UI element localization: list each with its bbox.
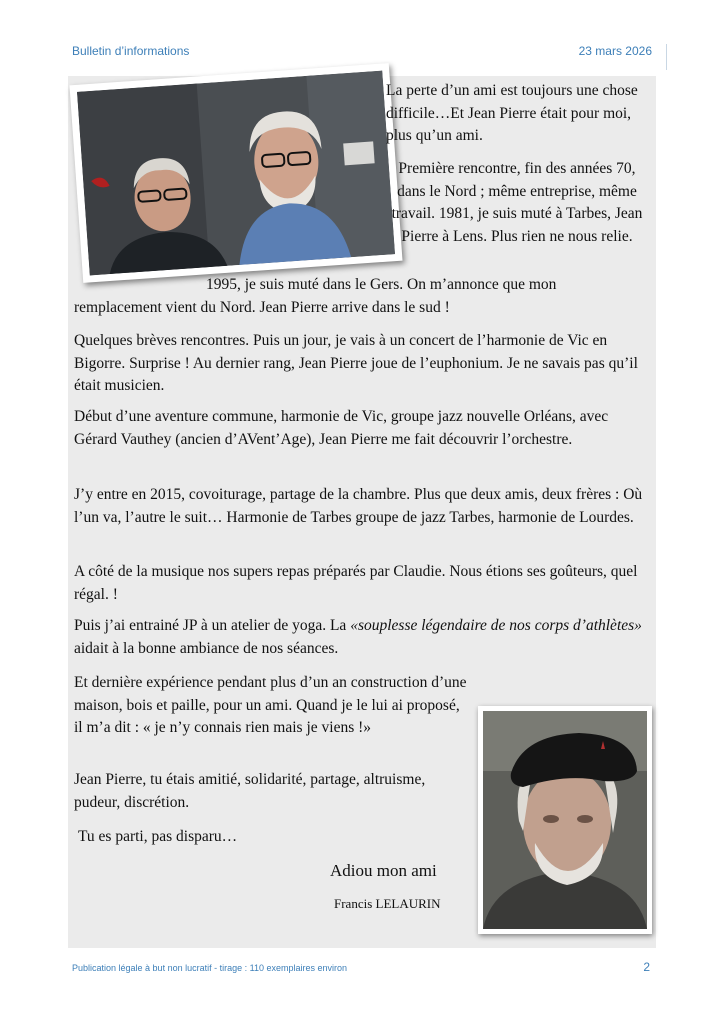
paragraph-adventure: Début d’une aventure commune, harmonie de Vic, groupe jazz nouvelle Orléans, avec Gérard Vauthey (ancien d’AVent’Age), Jean Pierre me fait découvrir l’orchestre. xyxy=(74,408,609,448)
paragraph-tribute: Jean Pierre, tu étais amitié, solidarité, partage, altruisme, pudeur, discrétion. xyxy=(74,771,426,811)
yoga-quote: «souplesse légendaire de nos corps d’athlètes» xyxy=(350,617,642,634)
author-signature: Francis LELAURIN xyxy=(334,896,441,911)
paragraph-first-meeting: Première rencontre, fin des années 70, dans le Nord ; même entreprise, même travail. 1981, je suis muté à Tarbes, Jean Pierre à Lens. Plus rien ne nous relie. xyxy=(391,160,643,245)
photo-two-friends xyxy=(69,63,402,283)
paragraph-house: Et dernière expérience pendant plus d’un an construction d’une maison, bois et paille, pour un ami. Quand je le lui ai proposé, il m’a dit : « je n’y connais rien mais je viens !» xyxy=(74,674,467,736)
paragraph-1995: 1995, je suis muté dans le Gers. On m’annonce que mon remplacement vient du Nord. Jean Pierre arrive dans le sud ! xyxy=(74,276,557,316)
photo-two-friends-image xyxy=(77,71,395,276)
paragraph-concert: Quelques brèves rencontres. Puis un jour, je vais à un concert de l’harmonie de Vic en Bigorre. Surprise ! Au dernier rang, Jean Pierre joue de l’euphonium. Je ne savais pas qu’il était musicien. xyxy=(74,332,638,394)
page-number: 2 xyxy=(643,960,650,974)
paragraph-2015: J’y entre en 2015, covoiturage, partage de la chambre. Plus que deux amis, deux frères : Où l’un va, l’autre le suit… Harmonie de Tarbes groupe de jazz Tarbes, harmonie de Lourdes. xyxy=(74,486,643,526)
header-divider xyxy=(666,44,667,70)
paragraph-loss: La perte d’un ami est toujours une chose difficile…Et Jean Pierre était pour moi, plus qu’un ami. xyxy=(386,82,638,144)
photo-portrait xyxy=(478,706,652,934)
paragraph-farewell: Tu es parti, pas disparu… xyxy=(78,828,238,845)
closing-words: Adiou mon ami xyxy=(330,861,437,880)
yoga-text-end: aidait à la bonne ambiance de nos séances. xyxy=(74,639,339,657)
bulletin-title: Bulletin d’informations xyxy=(72,44,190,58)
paragraph-meals: A côté de la musique nos supers repas préparés par Claudie. Nous étions ses goûteurs, quel régal. ! xyxy=(74,563,638,603)
paragraph-yoga xyxy=(74,615,654,660)
footer-legal-notice: Publication légale à but non lucratif - tirage : 110 exemplaires environ xyxy=(72,963,347,973)
photo-portrait-image xyxy=(483,711,647,929)
yoga-text-start: Puis j’ai entrainé JP à un atelier de yoga. La xyxy=(74,617,351,634)
bulletin-date: 23 mars 2026 xyxy=(578,44,652,58)
